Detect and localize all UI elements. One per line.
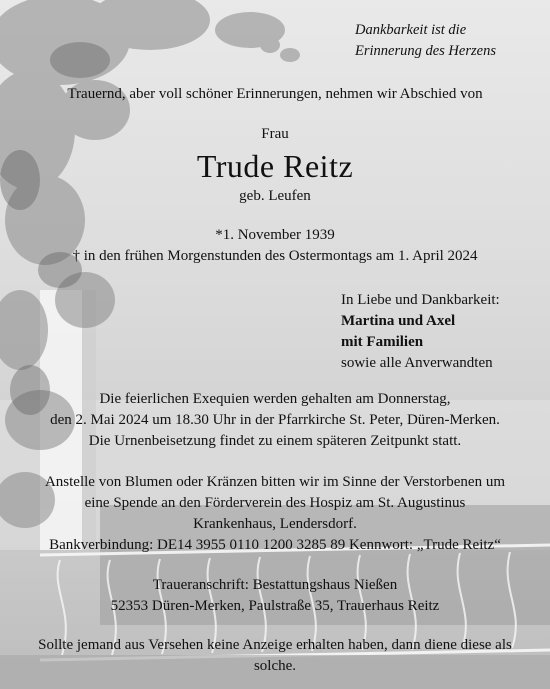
- family-intro: In Liebe und Dankbarkeit:: [341, 292, 500, 308]
- intro-text: [0, 84, 550, 105]
- donation-line: Krankenhaus, Lendersdorf.: [193, 516, 357, 532]
- mourning-address: [0, 575, 550, 617]
- donation-info: [0, 472, 550, 556]
- motto-line: Erinnerung des Herzens: [355, 43, 496, 59]
- intro-line: Trauernd, aber voll schöner Erinnerungen, nehmen wir Abschied von: [67, 86, 483, 102]
- donation-line: eine Spende an den Förderverein des Hospiz am St. Augustinus: [84, 495, 466, 511]
- family-name: Martina und Axel: [341, 313, 456, 329]
- birth-date: *1. November 1939: [215, 227, 335, 243]
- closing-line: solche.: [253, 658, 297, 674]
- closing-note: [0, 635, 550, 677]
- bank-details: Bankverbindung: DE14 3955 0110 1200 3285 89 Kennwort: „Trude Reitz“: [49, 537, 501, 553]
- family-others: sowie alle Anverwandten: [341, 355, 493, 371]
- maiden-name-text: geb. Leufen: [239, 188, 311, 204]
- funeral-line: Die feierlichen Exequien werden gehalten am Donnerstag,: [99, 391, 451, 407]
- funeral-line: Die Urnenbeisetzung findet zu einem späteren Zeitpunkt statt.: [88, 433, 462, 449]
- death-date: † in den frühen Morgenstunden des Ostermontags am 1. April 2024: [72, 248, 478, 264]
- address-line: Traueranschrift: Bestattungshaus Nießen: [152, 577, 398, 593]
- dates: [0, 225, 550, 267]
- family-name: mit Familien: [341, 334, 424, 350]
- motto-line: Dankbarkeit ist die: [355, 22, 467, 38]
- salutation-text: Frau: [261, 126, 289, 142]
- family-block: [341, 290, 500, 374]
- donation-line: Anstelle von Blumen oder Kränzen bitten wir im Sinne der Verstorbenen um: [44, 474, 506, 490]
- salutation: [0, 124, 550, 145]
- closing-line: Sollte jemand aus Versehen keine Anzeige erhalten haben, dann diene diese als: [38, 637, 512, 653]
- name-text: Trude Reitz: [196, 148, 354, 184]
- funeral-line: den 2. Mai 2024 um 18.30 Uhr in der Pfarrkirche St. Peter, Düren-Merken.: [50, 412, 500, 428]
- funeral-info: [0, 389, 550, 452]
- address-line: 52353 Düren-Merken, Paulstraße 35, Trauerhaus Reitz: [110, 598, 440, 614]
- maiden-name: [0, 186, 550, 207]
- motto: [355, 20, 496, 62]
- deceased-name: [0, 148, 550, 184]
